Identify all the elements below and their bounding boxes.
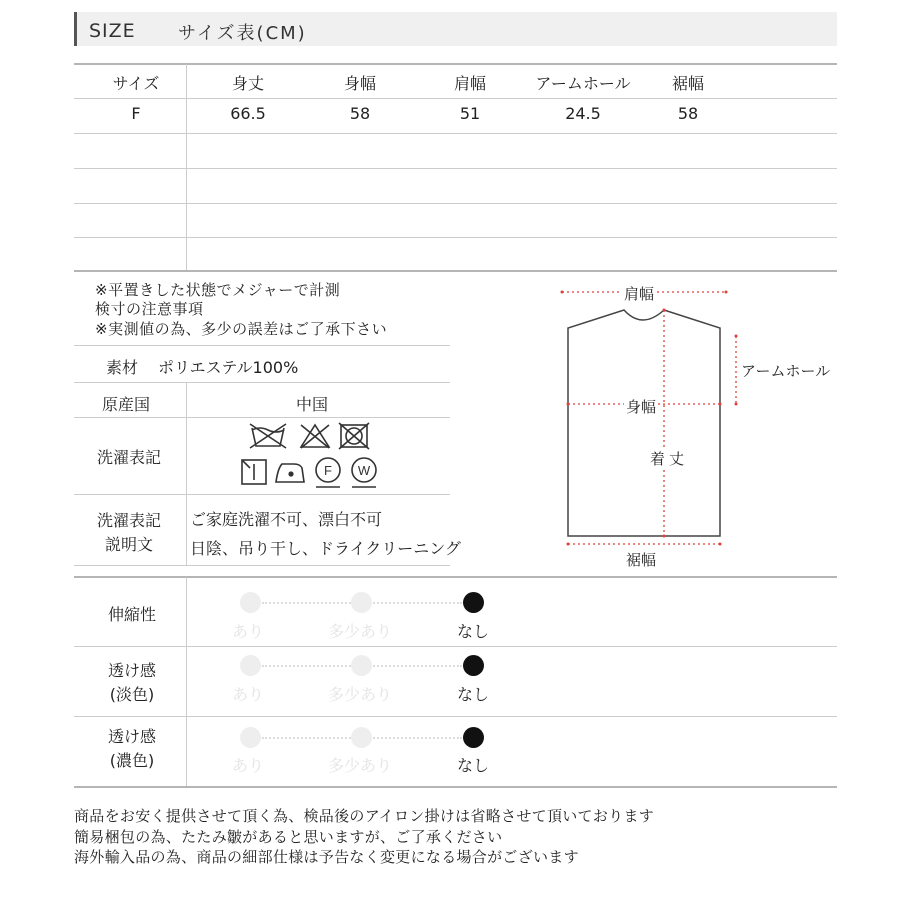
- footer-note-packaging: 簡易梱包の為、たたみ皺があると思いますが、ご了承ください: [74, 828, 503, 846]
- info-column-divider: [186, 382, 187, 565]
- measure-lines: [561, 291, 738, 546]
- rating-option-1: あり: [231, 622, 264, 641]
- rating-option-2: 多少あり: [327, 756, 392, 775]
- rating-label: 透け感: [107, 661, 156, 680]
- rating-option-1: あり: [231, 685, 264, 704]
- rating-divider: [74, 716, 837, 717]
- no-tumble-dry-icon: [339, 423, 369, 449]
- note-tolerance: ※実測値の為、多少の誤差はご了承下さい: [95, 320, 388, 338]
- no-wash-icon: [250, 424, 286, 448]
- info-divider: [74, 417, 450, 418]
- cell-length: 66.5: [230, 104, 266, 123]
- table-divider: [74, 203, 837, 204]
- header-shoulder: 肩幅: [453, 74, 486, 93]
- material-value: ポリエステル100%: [158, 358, 299, 377]
- wet-clean-w-icon: [352, 458, 376, 487]
- info-divider: [74, 382, 450, 383]
- diagram-chest-label: 身幅: [626, 398, 657, 416]
- line-dry-shade-icon: [242, 460, 266, 484]
- rating-dot-option-2: [351, 655, 372, 676]
- rating-option-3: なし: [456, 685, 489, 704]
- origin-label: 原産国: [101, 395, 150, 414]
- rating-dot-option-1: [240, 655, 261, 676]
- rating-top-border: [74, 576, 837, 578]
- care-desc-2: 日陰、吊り干し、ドライクリーニング: [190, 539, 461, 558]
- header-armhole: アームホール: [535, 74, 631, 93]
- table-divider: [74, 98, 837, 99]
- table-column-divider: [186, 64, 187, 270]
- origin-value: 中国: [296, 395, 329, 414]
- garment-diagram: [550, 280, 840, 570]
- cell-hem: 58: [677, 104, 699, 123]
- care-desc-label-2: 説明文: [104, 535, 153, 554]
- care-desc-label-1: 洗濯表記: [96, 511, 161, 530]
- rating-label: 透け感: [107, 727, 156, 746]
- header-hem: 裾幅: [671, 74, 704, 93]
- header-width: 身幅: [343, 74, 376, 93]
- wet-clean-w-letter: W: [357, 463, 371, 478]
- info-divider: [74, 565, 450, 566]
- material-label: 素材: [106, 358, 139, 377]
- table-bottom-border: [74, 270, 837, 272]
- rating-dot-option-2: [351, 727, 372, 748]
- rating-dot-selected: [463, 655, 484, 676]
- rating-option-1: あり: [231, 756, 264, 775]
- garment-outline: [568, 310, 720, 536]
- rating-dot-option-2: [351, 592, 372, 613]
- dry-clean-f-letter: F: [324, 463, 332, 478]
- diagram-shoulder-label: 肩幅: [624, 285, 655, 303]
- rating-dot-option-1: [240, 727, 261, 748]
- footer-note-ironing: 商品をお安く提供させて頂く為、検品後のアイロン掛けは省略させて頂いております: [74, 807, 655, 825]
- diagram-hem-label: 裾幅: [626, 551, 657, 569]
- rating-divider: [74, 646, 837, 647]
- care-icons: [240, 420, 390, 494]
- header-size: サイズ: [112, 74, 160, 93]
- table-divider: [74, 168, 837, 169]
- footer-note-specs: 海外輸入品の為、商品の細部仕様は予告なく変更になる場合がございます: [74, 848, 579, 866]
- note-measure: ※平置きした状態でメジャーで計測: [95, 281, 341, 299]
- dry-clean-f-icon: [316, 458, 340, 487]
- rating-dot-option-1: [240, 592, 261, 613]
- cell-shoulder: 51: [459, 104, 481, 123]
- cell-size: F: [131, 104, 141, 123]
- no-bleach-icon: [301, 425, 329, 448]
- note-heading: 検寸の注意事項: [95, 300, 204, 318]
- header-length: 身丈: [231, 74, 264, 93]
- info-divider: [74, 494, 450, 495]
- diagram-length-label: 着丈: [650, 450, 689, 468]
- rating-dot-selected: [463, 727, 484, 748]
- rating-dot-selected: [463, 592, 484, 613]
- rating-option-2: 多少あり: [327, 685, 392, 704]
- table-divider: [74, 133, 837, 134]
- table-divider: [74, 237, 837, 238]
- care-label: 洗濯表記: [96, 448, 161, 467]
- table-top-border: [74, 63, 837, 65]
- rating-option-3: なし: [456, 756, 489, 775]
- low-iron-icon: [276, 464, 304, 482]
- diagram-armhole-label: アームホール: [741, 362, 831, 380]
- rating-sublabel: (濃色): [109, 751, 155, 770]
- rating-column-divider: [186, 577, 187, 786]
- info-divider: [74, 345, 450, 346]
- rating-sublabel: (淡色): [109, 685, 155, 704]
- rating-bottom-border: [74, 786, 837, 788]
- header-title: SIZE: [89, 20, 136, 42]
- rating-label: 伸縮性: [107, 605, 156, 624]
- cell-width: 58: [349, 104, 371, 123]
- header-subtitle: サイズ表(CM): [178, 23, 307, 44]
- care-desc-1: ご家庭洗濯不可、漂白不可: [190, 510, 383, 529]
- rating-option-2: 多少あり: [327, 622, 392, 641]
- rating-option-3: なし: [456, 622, 489, 641]
- cell-armhole: 24.5: [565, 104, 601, 123]
